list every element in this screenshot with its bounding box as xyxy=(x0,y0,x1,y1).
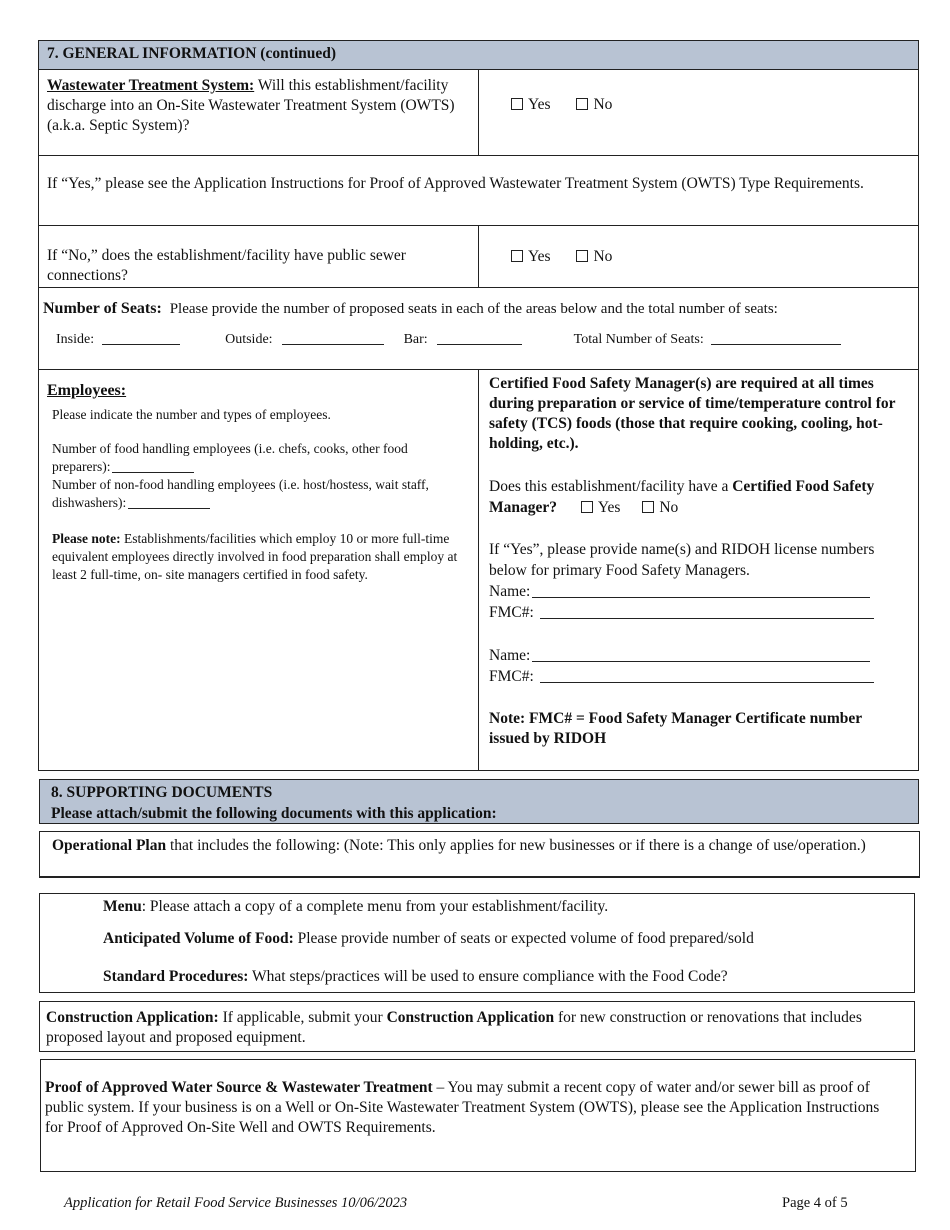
outside-seats-label: Outside: xyxy=(225,332,273,347)
cfsm-yes-option[interactable]: Yes xyxy=(581,499,621,516)
construction-text-pre: If applicable, submit your xyxy=(222,1009,383,1026)
manager-2-fmc-label: FMC#: xyxy=(489,668,534,685)
cfsm-if-yes: If “Yes”, please provide name(s) and RIDOH license numbers below for primary Food Safety Managers. xyxy=(489,541,875,579)
construction-label: Construction Application: xyxy=(46,1009,219,1026)
operational-plan-label: Operational Plan xyxy=(52,837,167,854)
cfsm-question-text: Does this establishment/facility have a xyxy=(489,478,729,495)
manager-2-name-field[interactable] xyxy=(532,647,870,662)
construction-label-2: Construction Application xyxy=(386,1009,555,1026)
procedures-text: What steps/practices will be used to ensure compliance with the Food Code? xyxy=(252,968,728,985)
total-seats-label: Total Number of Seats: xyxy=(573,332,704,347)
cfsm-requirement: Certified Food Safety Manager(s) are required at all times during preparation or service of time/temperature control for safety (TCS) foods (those that require cooking, cooling, hot-holding, etc.). xyxy=(489,375,896,452)
inside-seats-field[interactable] xyxy=(102,330,180,345)
construction-text-post: for new construction or renovations that includes proposed layout and proposed equipment. xyxy=(46,1009,862,1046)
seats-label: Number of Seats: xyxy=(43,300,162,317)
bar-seats-label: Bar: xyxy=(403,332,428,347)
manager-2-fmc-field[interactable] xyxy=(540,668,874,683)
employees-note-label: Please note: xyxy=(52,531,121,546)
seats-cell xyxy=(38,287,919,370)
if-yes-note: If “Yes,” please see the Application Instructions for Proof of Approved Wastewater Treatment System (OWTS) Type Requirements. xyxy=(47,175,864,192)
section-8-title: 8. SUPPORTING DOCUMENTS xyxy=(51,784,273,801)
cfsm-cell xyxy=(478,369,919,771)
section-8-subtitle: Please attach/submit the following documents with this application: xyxy=(51,805,497,822)
menu-label: Menu xyxy=(103,898,142,915)
non-food-handling-label: Number of non-food handling employees (i.e. host/hostess, wait staff, dishwashers): xyxy=(52,477,429,510)
operational-plan-box xyxy=(39,831,920,878)
checkbox-icon[interactable] xyxy=(581,501,593,513)
wastewater-answer-cell xyxy=(478,69,919,156)
employees-label: Employees: xyxy=(47,382,127,399)
fmc-note: Note: FMC# = Food Safety Manager Certificate number issued by RIDOH xyxy=(489,710,862,747)
checkbox-icon[interactable] xyxy=(642,501,654,513)
bar-seats-field[interactable] xyxy=(437,330,522,345)
sewer-no-option[interactable]: No xyxy=(576,248,612,265)
water-source-box xyxy=(40,1059,916,1172)
if-no-question-cell xyxy=(38,225,479,288)
cfsm-question-bold: Certified Food Safety Manager? xyxy=(489,478,875,516)
manager-1-fmc-label: FMC#: xyxy=(489,604,534,621)
checkbox-icon[interactable] xyxy=(511,98,523,110)
volume-text: Please provide number of seats or expected volume of food prepared/sold xyxy=(297,930,754,947)
food-handling-count-field[interactable] xyxy=(112,458,194,473)
cfsm-no-option[interactable]: No xyxy=(642,499,678,516)
wastewater-yes-option[interactable]: Yes xyxy=(511,96,551,113)
employees-instruction: Please indicate the number and types of employees. xyxy=(52,407,331,422)
checkbox-icon[interactable] xyxy=(576,98,588,110)
checkbox-icon[interactable] xyxy=(511,250,523,262)
if-no-question: If “No,” does the establishment/facility have public sewer connections? xyxy=(47,247,406,284)
employees-note-text: Establishments/facilities which employ 10 or more full-time equivalent employees directly involved in food preparation shall employ at least 2 full-time, on- site managers certified in food safety. xyxy=(52,531,458,582)
section-7-header xyxy=(38,40,919,70)
manager-1-name-field[interactable] xyxy=(532,583,870,598)
manager-1-fmc-field[interactable] xyxy=(540,604,874,619)
employees-cell xyxy=(38,369,479,771)
wastewater-question: Will this establishment/facility discharge into an On-Site Wastewater Treatment System (OWTS) (a.k.a. Septic System)? xyxy=(47,77,455,134)
manager-2-name-label: Name: xyxy=(489,647,531,664)
operational-plan-items-box xyxy=(39,893,915,993)
non-food-handling-count-field[interactable] xyxy=(128,494,210,509)
procedures-label: Standard Procedures: xyxy=(103,968,249,985)
volume-label: Anticipated Volume of Food: xyxy=(103,930,294,947)
manager-1-name-label: Name: xyxy=(489,583,531,600)
footer-title: Application for Retail Food Service Businesses 10/06/2023 xyxy=(64,1195,408,1211)
water-source-label: Proof of Approved Water Source & Wastewater Treatment xyxy=(45,1079,433,1096)
if-no-answer-cell xyxy=(478,225,919,288)
footer-page-number: Page 4 of 5 xyxy=(782,1195,848,1211)
checkbox-icon[interactable] xyxy=(576,250,588,262)
operational-plan-text: that includes the following: (Note: This only applies for new businesses or if there is a change of use/operation.) xyxy=(169,837,866,854)
construction-box xyxy=(39,1001,915,1052)
wastewater-no-option[interactable]: No xyxy=(576,96,612,113)
if-yes-note-cell xyxy=(38,155,919,226)
food-handling-label: Number of food handling employees (i.e. chefs, cooks, other food preparers): xyxy=(52,441,408,474)
menu-text: : Please attach a copy of a complete menu from your establishment/facility. xyxy=(141,898,609,915)
wastewater-label: Wastewater Treatment System: xyxy=(47,77,255,94)
inside-seats-label: Inside: xyxy=(56,332,95,347)
section-7-title: 7. GENERAL INFORMATION (continued) xyxy=(47,45,337,62)
wastewater-question-cell xyxy=(38,69,479,156)
outside-seats-field[interactable] xyxy=(282,330,384,345)
sewer-yes-option[interactable]: Yes xyxy=(511,248,551,265)
seats-instruction: Please provide the number of proposed seats in each of the areas below and the total number of seats: xyxy=(169,301,778,317)
section-8-header xyxy=(39,779,919,824)
total-seats-field[interactable] xyxy=(711,330,841,345)
water-source-text: – You may submit a recent copy of water and/or sewer bill as proof of public system. If your business is on a Well or On-Site Wastewater Treatment System (OWTS), please see the Application Instructions for Proof of Approved On-Site Well and OWTS Requirements. xyxy=(45,1079,880,1136)
